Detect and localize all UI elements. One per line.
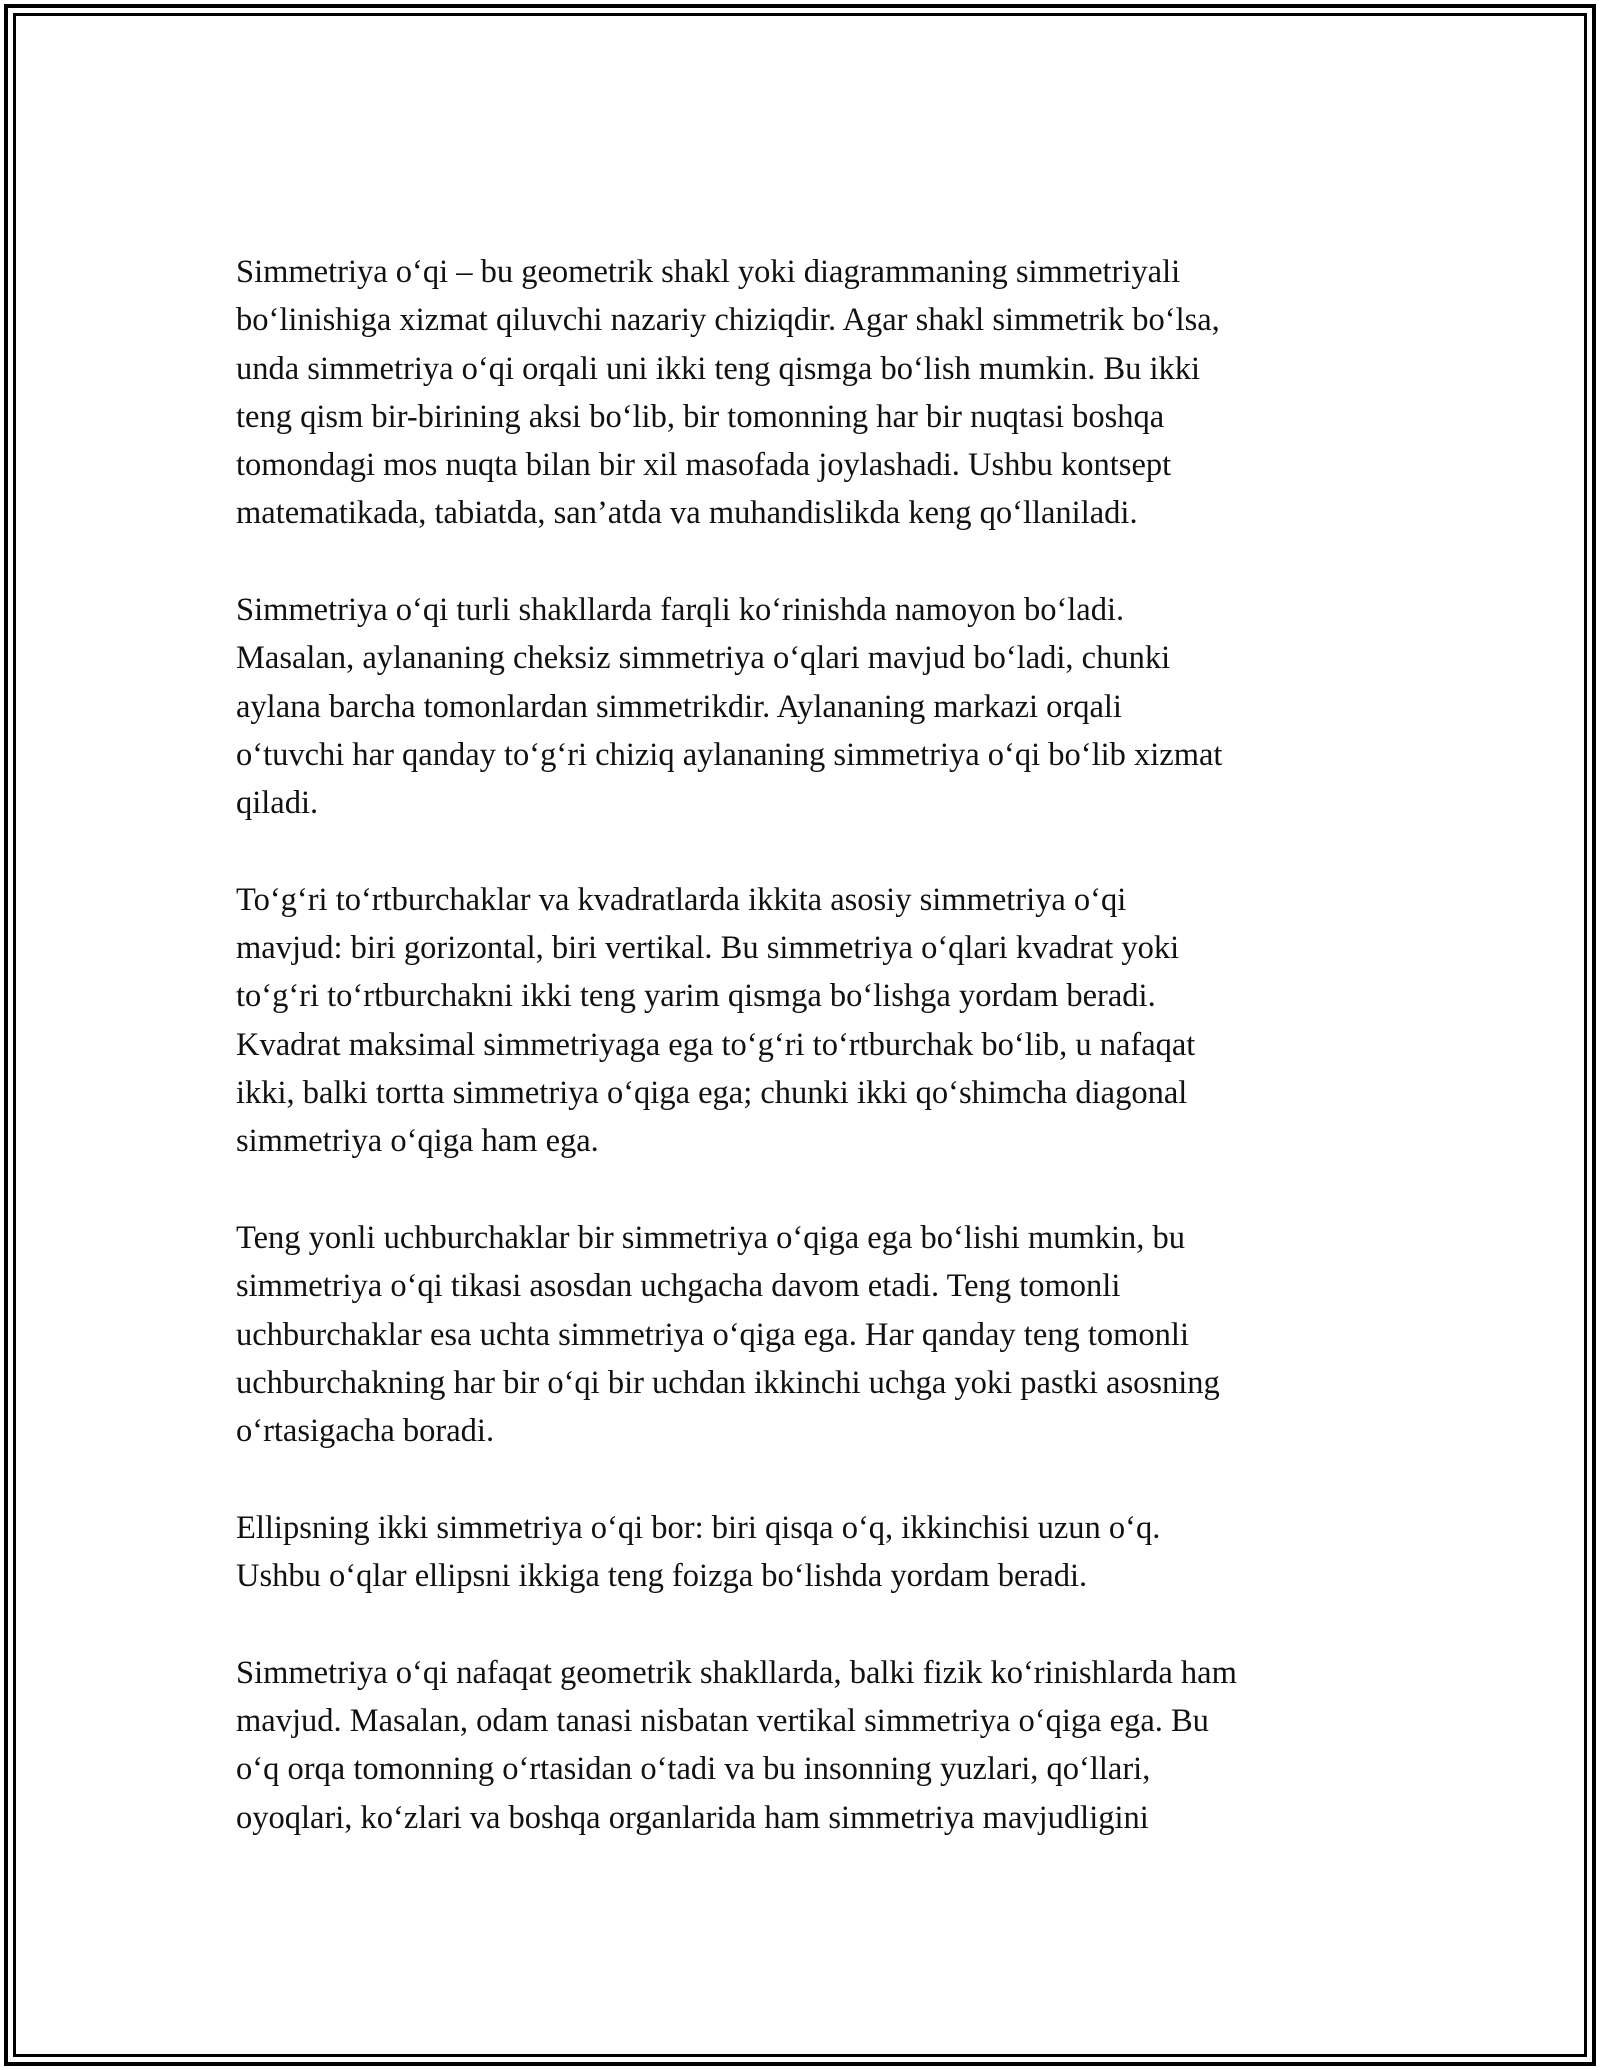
text-line: simmetriya o‘qi tikasi asosdan uchgacha davom etadi. Teng tomonli — [236, 1268, 1121, 1305]
paragraph-2 — [236, 586, 1376, 827]
text-line: uchburchakning har bir o‘qi bir uchdan ikkinchi uchga yoki pastki asosning — [236, 1364, 1220, 1401]
text-line: unda simmetriya o‘qi orqali uni ikki teng qismga bo‘lish mumkin. Bu ikki — [236, 350, 1201, 387]
text-line: o‘tuvchi har qanday to‘g‘ri chiziq aylananing simmetriya o‘qi bo‘lib xizmat — [236, 736, 1223, 773]
paragraph-3 — [236, 876, 1376, 1166]
paragraph-4 — [236, 1214, 1376, 1455]
text-line: Kvadrat maksimal simmetriyaga ega to‘g‘ri to‘rtburchak bo‘lib, u nafaqat — [236, 1026, 1196, 1063]
text-line: simmetriya o‘qiga ham ega. — [236, 1123, 599, 1160]
text-line: tomondagi mos nuqta bilan bir xil masofada joylashadi. Ushbu kontsept — [236, 447, 1172, 484]
text-line: o‘rtasigacha boradi. — [236, 1413, 495, 1450]
text-line: mavjud: biri gorizontal, biri vertikal. Bu simmetriya o‘qlari kvadrat yoki — [236, 930, 1180, 967]
text-line: To‘g‘ri to‘rtburchaklar va kvadratlarda ikkita asosiy simmetriya o‘qi — [236, 881, 1127, 918]
text-line: qiladi. — [236, 785, 319, 822]
text-line: o‘q orqa tomonning o‘rtasidan o‘tadi va bu insonning yuzlari, qo‘llari, — [236, 1751, 1151, 1788]
text-line: ikki, balki tortta simmetriya o‘qiga ega; chunki ikki qo‘shimcha diagonal — [236, 1075, 1188, 1112]
text-line: to‘g‘ri to‘rtburchakni ikki teng yarim qismga bo‘lishga yordam beradi. — [236, 978, 1156, 1015]
text-line: Ellipsning ikki simmetriya o‘qi bor: biri qisqa o‘q, ikkinchisi uzun o‘q. — [236, 1509, 1161, 1546]
paragraph-6 — [236, 1649, 1376, 1842]
text-line: Simmetriya o‘qi turli shakllarda farqli ko‘rinishda namoyon bo‘ladi. — [236, 592, 1125, 629]
document-body — [236, 248, 1376, 1890]
text-line: uchburchaklar esa uchta simmetriya o‘qiga ega. Har qanday teng tomonli — [236, 1316, 1189, 1353]
text-line: Teng yonli uchburchaklar bir simmetriya o‘qiga ega bo‘lishi mumkin, bu — [236, 1219, 1186, 1256]
text-line: Masalan, aylananing cheksiz simmetriya o‘qlari mavjud bo‘ladi, chunki — [236, 640, 1171, 677]
text-line: bo‘linishiga xizmat qiluvchi nazariy chiziqdir. Agar shakl simmetrik bo‘lsa, — [236, 302, 1220, 339]
paragraph-1 — [236, 248, 1376, 538]
paragraph-5 — [236, 1504, 1376, 1601]
text-line: Ushbu o‘qlar ellipsni ikkiga teng foizga bo‘lishda yordam beradi. — [236, 1558, 1088, 1595]
text-line: teng qism bir-birining aksi bo‘lib, bir tomonning har bir nuqtasi boshqa — [236, 398, 1165, 435]
text-line: oyoqlari, ko‘zlari va boshqa organlarida ham simmetriya mavjudligini — [236, 1799, 1149, 1836]
text-line: aylana barcha tomonlardan simmetrikdir. Aylananing markazi orqali — [236, 688, 1122, 725]
text-line: Simmetriya o‘qi nafaqat geometrik shakllarda, balki fizik ko‘rinishlarda ham — [236, 1654, 1237, 1691]
text-line: mavjud. Masalan, odam tanasi nisbatan vertikal simmetriya o‘qiga ega. Bu — [236, 1702, 1209, 1739]
text-line: matematikada, tabiatda, san’atda va muhandislikda keng qo‘llaniladi. — [236, 495, 1138, 532]
text-line: Simmetriya o‘qi – bu geometrik shakl yoki diagrammaning simmetriyali — [236, 254, 1181, 290]
